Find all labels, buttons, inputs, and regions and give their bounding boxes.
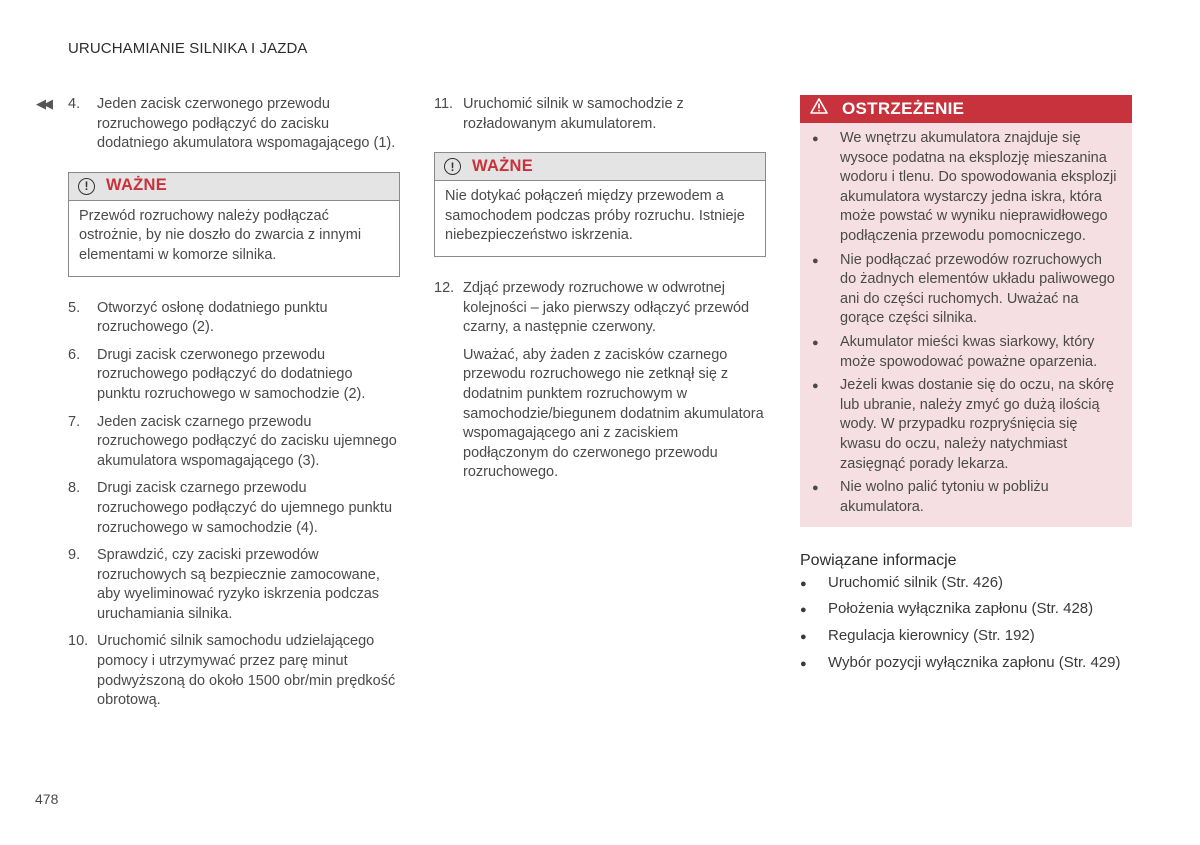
important-title: WAŻNE	[472, 156, 534, 175]
warning-bullet	[812, 376, 1120, 474]
warning-text: Jeżeli kwas dostanie się do oczu, na skórę lub ubranie, należy zmyć go dużą ilością wody. W przypadku rozpryśnięcia się kwasu do oczu, należy natychmiast zasięgnąć porady lekarza.	[840, 377, 1115, 472]
bullet-icon: ●	[812, 380, 819, 393]
section-header: URUCHAMIANIE SILNIKA I JAZDA	[68, 40, 308, 57]
step-number: 9.	[68, 547, 81, 564]
step-number: 7.	[68, 413, 81, 430]
step-text: Drugi zacisk czerwonego przewodu rozruchowego podłączyć do dodatniego punktu rozruchowego w samochodzie (2).	[97, 346, 366, 402]
related-link[interactable]	[800, 599, 1132, 621]
step-text: Jeden zacisk czarnego przewodu rozruchowego podłączyć do zacisku ujemnego akumulatora wspomagającego (3).	[97, 413, 397, 469]
page-number: 478	[35, 791, 59, 807]
step-8	[68, 479, 400, 538]
warning-triangle-icon	[810, 98, 828, 121]
step-text: Uruchomić silnik samochodu udzielającego pomocy i utrzymywać przez parę minut podwyższoną do około 1500 obr/min prędkość obrotową.	[97, 633, 396, 709]
related-link-text[interactable]: Uruchomić silnik (Str. 426)	[828, 573, 1004, 591]
important-header	[69, 173, 399, 201]
warning-header	[800, 95, 1132, 123]
important-box	[68, 172, 400, 277]
bullet-icon: ●	[812, 482, 819, 495]
related-info-title: Powiązane informacje	[800, 552, 957, 570]
step-6	[68, 346, 400, 405]
bullet-icon: ●	[800, 604, 807, 617]
warning-text: Nie podłączać przewodów rozruchowych do żadnych elementów układu paliwowego ani do części ruchomych. Uważać na gorące części silnika.	[840, 251, 1115, 327]
important-header	[435, 153, 765, 181]
warning-bullet	[812, 478, 1120, 517]
step-number: 11.	[434, 96, 454, 112]
warning-body	[800, 123, 1132, 527]
step-text: Uruchomić silnik w samochodzie z rozładowanym akumulatorem.	[463, 96, 684, 132]
important-text: Nie dotykać połączeń między przewodem a samochodem podczas próby rozruchu. Istnieje niebezpieczeństwo iskrzenia.	[445, 188, 745, 244]
related-link[interactable]	[800, 653, 1132, 675]
step-text: Drugi zacisk czarnego przewodu rozruchowego podłączyć do ujemnego punktu rozruchowego w samochodzie (4).	[97, 480, 393, 536]
column-3	[800, 95, 1132, 679]
step-11	[434, 95, 766, 134]
step-9	[68, 546, 400, 624]
exclamation-icon: !	[78, 178, 95, 195]
warning-text: We wnętrzu akumulatora znajduje się wysoce podatna na eksplozję mieszanina wodoru i tlenu. Do spowodowania eksplozji akumulatora wystarczy jedna iskra, która może powstać w wyniku nieprawidłowego podłączenia przewodu pomocniczego.	[840, 130, 1117, 244]
warning-box	[800, 95, 1132, 527]
step-text: Otworzyć osłonę dodatniego punktu rozruchowego (2).	[97, 299, 328, 336]
step-7	[68, 413, 400, 472]
bullet-icon: ●	[800, 631, 807, 644]
warning-bullet	[812, 333, 1120, 372]
bullet-icon: ●	[800, 577, 807, 590]
step-text: Jeden zacisk czerwonego przewodu rozruchowego podłączyć do zacisku dodatniego akumulatora wspomagającego (1).	[97, 96, 396, 152]
step-number: 4.	[68, 96, 81, 112]
step-number: 6.	[68, 346, 81, 363]
bullet-icon: ●	[812, 133, 819, 145]
bullet-icon: ●	[812, 254, 819, 267]
step-text: Zdjąć przewody rozruchowe w odwrotnej kolejności – jako pierwszy odłączyć przewód czarny, a następnie czerwony.	[463, 279, 750, 336]
step-12	[434, 279, 766, 338]
column-1	[68, 95, 400, 719]
warning-text: Nie wolno palić tytoniu w pobliżu akumulatora.	[840, 479, 1049, 515]
continuation-icon: ◀◀	[36, 96, 50, 111]
step-number: 12.	[434, 279, 455, 296]
related-link[interactable]	[800, 626, 1132, 648]
step-number: 5.	[68, 299, 81, 316]
warning-title: OSTRZEŻENIE	[842, 99, 965, 119]
step-12-note: Uważać, aby żaden z zacisków czarnego przewodu rozruchowego nie zetknął się z dodatnim punktem rozruchowym w samochodzie/biegunem dodatnim akumulatora wspomagającego ani z zaciskiem podłączonym do czerwonego przewodu rozruchowego.	[463, 346, 764, 481]
step-10	[68, 632, 400, 710]
exclamation-icon: !	[444, 158, 461, 175]
step-4	[68, 95, 400, 154]
important-text: Przewód rozruchowy należy podłączać ostrożnie, by nie doszło do zwarcia z innymi elementami w komorze silnika.	[79, 207, 362, 263]
column-2	[434, 95, 766, 483]
step-number: 8.	[68, 480, 81, 497]
step-number: 10.	[68, 633, 89, 650]
related-info-list	[800, 573, 1132, 674]
important-box	[434, 152, 766, 257]
bullet-icon: ●	[800, 657, 807, 670]
related-link-text[interactable]: Regulacja kierownicy (Str. 192)	[828, 627, 1035, 645]
step-text: Sprawdzić, czy zaciski przewodów rozruchowych są bezpiecznie zamocowane, aby wyeliminować ryzyko iskrzenia podczas uruchamiania silnika.	[97, 547, 380, 622]
related-link[interactable]	[800, 573, 1132, 595]
warning-text: Akumulator mieści kwas siarkowy, który może spowodować poważne oparzenia.	[840, 333, 1098, 370]
related-link-text[interactable]: Położenia wyłącznika zapłonu (Str. 428)	[828, 600, 1094, 618]
bullet-icon: ●	[812, 336, 819, 349]
warning-bullet	[812, 251, 1120, 329]
warning-bullet	[812, 129, 1120, 247]
step-5	[68, 299, 400, 338]
related-link-text[interactable]: Wybór pozycji wyłącznika zapłonu (Str. 429)	[828, 653, 1121, 671]
important-title: WAŻNE	[106, 176, 168, 195]
